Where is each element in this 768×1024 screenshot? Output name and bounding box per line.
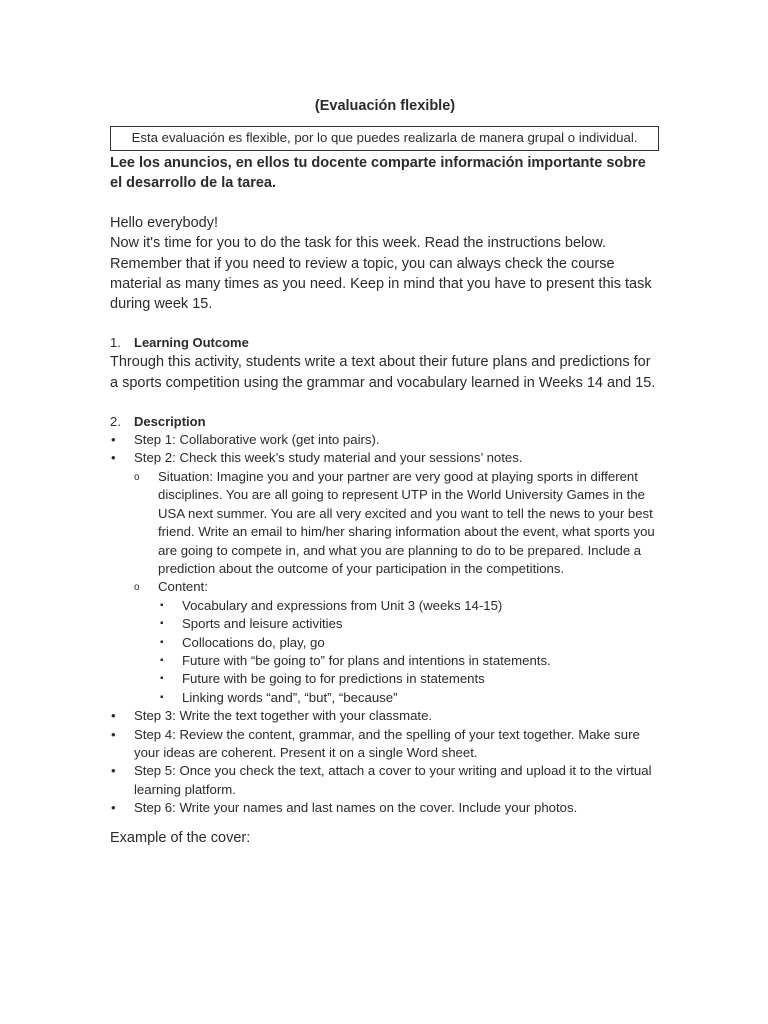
section-title: Description bbox=[134, 414, 206, 430]
learning-outcome-text: Through this activity, students write a text about their future plans and predictions for a sports competition using the grammar and vocabulary learned in Weeks 14 and 15. bbox=[110, 354, 656, 391]
content-item: Sports and leisure activities bbox=[182, 616, 343, 632]
greeting: Hello everybody! bbox=[110, 215, 218, 231]
content-label: Content: bbox=[158, 579, 208, 595]
document-content bbox=[110, 96, 660, 848]
step-2: Step 2: Check this week’s study material and your sessions’ notes. bbox=[134, 450, 523, 466]
example-label: Example of the cover: bbox=[110, 829, 251, 846]
lead-paragraph: Lee los anuncios, en ellos tu docente comparte información importante sobre el desarrollo de la tarea. bbox=[110, 155, 646, 191]
content-item: Future with “be going to” for plans and intentions in statements. bbox=[182, 652, 551, 668]
content-item: Future with be going to for predictions in statements bbox=[182, 671, 485, 687]
step-6: Step 6: Write your names and last names on the cover. Include your photos. bbox=[134, 800, 578, 816]
step-4: Step 4: Review the content, grammar, and the spelling of your text together. Make sure your ideas are coherent. Present it on a single Word sheet. bbox=[134, 726, 640, 760]
step-1: Step 1: Collaborative work (get into pairs). bbox=[134, 432, 380, 448]
list-item bbox=[134, 468, 660, 578]
section-number: 1. bbox=[110, 335, 121, 351]
content-item: Collocations do, play, go bbox=[182, 634, 325, 650]
situation-text: Situation: Imagine you and your partner are very good at playing sports in different disciplines. You are all going to represent UTP in the World University Games in the USA next summer. You are all very excited and you want to tell the news to your best friend. Write an email to him/her sharing information about the event, what sports you are going to compete in, and what you are planning to do to be prepared. Include a prediction about the outcome of your participation in the competitions. bbox=[158, 468, 655, 576]
step-2-sublist bbox=[134, 468, 660, 707]
list-item bbox=[158, 615, 660, 633]
list-item bbox=[158, 597, 660, 615]
document-title: (Evaluación flexible) bbox=[314, 98, 456, 114]
content-item: Vocabulary and expressions from Unit 3 (weeks 14-15) bbox=[182, 597, 503, 613]
section-heading-learning-outcome bbox=[110, 334, 660, 352]
list-item bbox=[158, 634, 660, 652]
list-item bbox=[158, 689, 660, 707]
list-item bbox=[110, 449, 660, 707]
list-item bbox=[158, 652, 660, 670]
section-number: 2. bbox=[110, 414, 121, 430]
list-item bbox=[110, 726, 660, 763]
list-item bbox=[110, 431, 660, 449]
list-item bbox=[134, 578, 660, 707]
section-heading-description bbox=[110, 413, 660, 431]
list-item bbox=[110, 707, 660, 725]
steps-list bbox=[110, 431, 660, 818]
content-item: Linking words “and”, “but”, “because” bbox=[182, 689, 398, 705]
intro-paragraph: Now it's time for you to do the task for this week. Read the instructions below. Remember that if you need to review a topic, you can always check the course material as many times as you need. Keep in mind that you have to present this task during week 15. bbox=[110, 235, 652, 313]
step-5: Step 5: Once you check the text, attach a cover to your writing and upload it to the virtual learning platform. bbox=[134, 763, 652, 797]
section-title: Learning Outcome bbox=[134, 335, 249, 351]
list-item bbox=[110, 799, 660, 817]
notice-box: Esta evaluación es flexible, por lo que puedes realizarla de manera grupal o individual. bbox=[110, 126, 659, 151]
list-item bbox=[158, 670, 660, 688]
list-item bbox=[110, 762, 660, 799]
step-3: Step 3: Write the text together with your classmate. bbox=[134, 708, 433, 724]
content-items-list bbox=[158, 597, 660, 707]
